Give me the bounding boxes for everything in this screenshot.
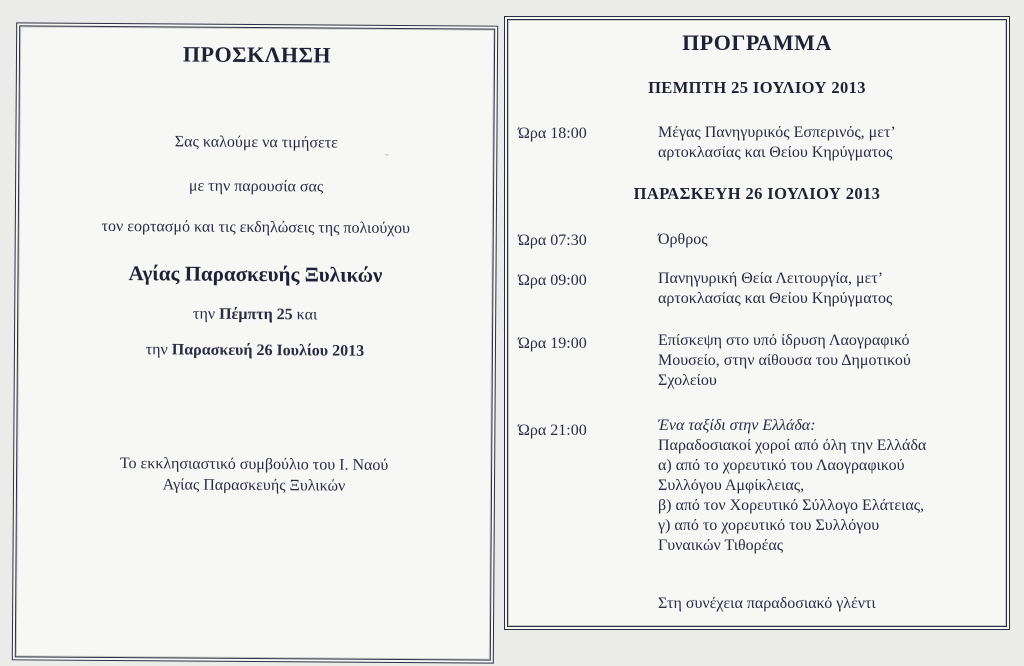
day-2-heading: ΠΑΡΑΣΚΕΥΗ 26 ΙΟΥΛΙΟΥ 2013 xyxy=(633,184,881,203)
date-1-prefix: την xyxy=(193,305,220,323)
event-line: Γυναικών Τιθορέας xyxy=(658,537,784,554)
event-description xyxy=(658,230,995,250)
event-line: Μέγας Πανηγυρικός Εσπερινός, μετ’ xyxy=(658,124,896,141)
program-sheet xyxy=(504,16,1010,630)
date-1-suffix: και xyxy=(292,306,318,324)
event-line: Μουσείο, στην αίθουσα του Δημοτικού xyxy=(658,352,911,369)
event-description xyxy=(658,416,995,556)
signature-line-2: Αγίας Παρασκευής Ξυλικών xyxy=(162,476,346,495)
date-2-prefix: την xyxy=(145,341,172,359)
invitation-date-1 xyxy=(18,304,492,325)
event-line: Πανηγυρική Θεία Λειτουργία, μετ’ xyxy=(658,270,884,287)
event-line: Συλλόγου Αμφίκλειας, xyxy=(658,477,805,494)
invitation-date-2 xyxy=(18,340,492,361)
invitation-title: ΠΡΟΣΚΛΗΣΗ xyxy=(182,41,332,68)
invitation-line-1: Σας καλούμε να τιμήσετε xyxy=(174,133,339,152)
event-time: Ώρα 09:00 xyxy=(518,272,587,289)
event-heading: Ένα ταξίδι στην Ελλάδα: xyxy=(658,417,816,434)
event-description xyxy=(658,269,995,309)
day-1-heading: ΠΕΜΠΤΗ 25 ΙΟΥΛΙΟΥ 2013 xyxy=(648,78,866,97)
event-time: Ώρα 18:00 xyxy=(518,125,587,142)
signature-line-1: Το εκκλησιαστικό συμβούλιο του Ι. Ναού xyxy=(119,455,389,474)
event-line: α) από το χορευτικό του Λαογραφικού xyxy=(658,457,905,474)
date-1-bold: Πέμπτη 25 xyxy=(219,305,293,324)
event-line: γ) από το χορευτικό του Συλλόγου xyxy=(658,517,880,534)
saint-name: Αγίας Παρασκευής Ξυλικών xyxy=(128,261,383,287)
event-description xyxy=(658,123,995,163)
event-time: Ώρα 19:00 xyxy=(518,335,587,352)
date-2-bold: Παρασκευή 26 Ιουλίου 2013 xyxy=(171,341,365,360)
event-line: β) από τον Χορευτικό Σύλλογο Ελάτειας, xyxy=(658,497,925,514)
event-line: Παραδοσιακοί χοροί από όλη την Ελλάδα xyxy=(658,437,927,454)
event-line: Σχολείου xyxy=(658,372,717,389)
event-time: Ώρα 21:00 xyxy=(518,422,587,439)
closing-line: Στη συνέχεια παραδοσιακό γλέντι xyxy=(658,595,876,612)
stray-mark: ˘ xyxy=(385,152,389,164)
event-line: Όρθρος xyxy=(658,231,708,248)
event-line: αρτοκλασίας και Θείου Κηρύγματος xyxy=(658,290,893,307)
invitation-sheet xyxy=(12,22,498,663)
event-time: Ώρα 07:30 xyxy=(518,232,587,249)
invitation-line-3: τον εορτασμό και τις εκδηλώσεις της πολιούχου xyxy=(101,217,411,238)
event-description xyxy=(658,331,995,391)
invitation-line-2: με την παρουσία σας xyxy=(188,177,324,196)
event-line: αρτοκλασίας και Θείου Κηρύγματος xyxy=(658,144,893,161)
event-line: Επίσκεψη στο υπό ίδρυση Λαογραφικό xyxy=(658,332,910,349)
program-title: ΠΡΟΓΡΑΜΜΑ xyxy=(682,30,832,55)
